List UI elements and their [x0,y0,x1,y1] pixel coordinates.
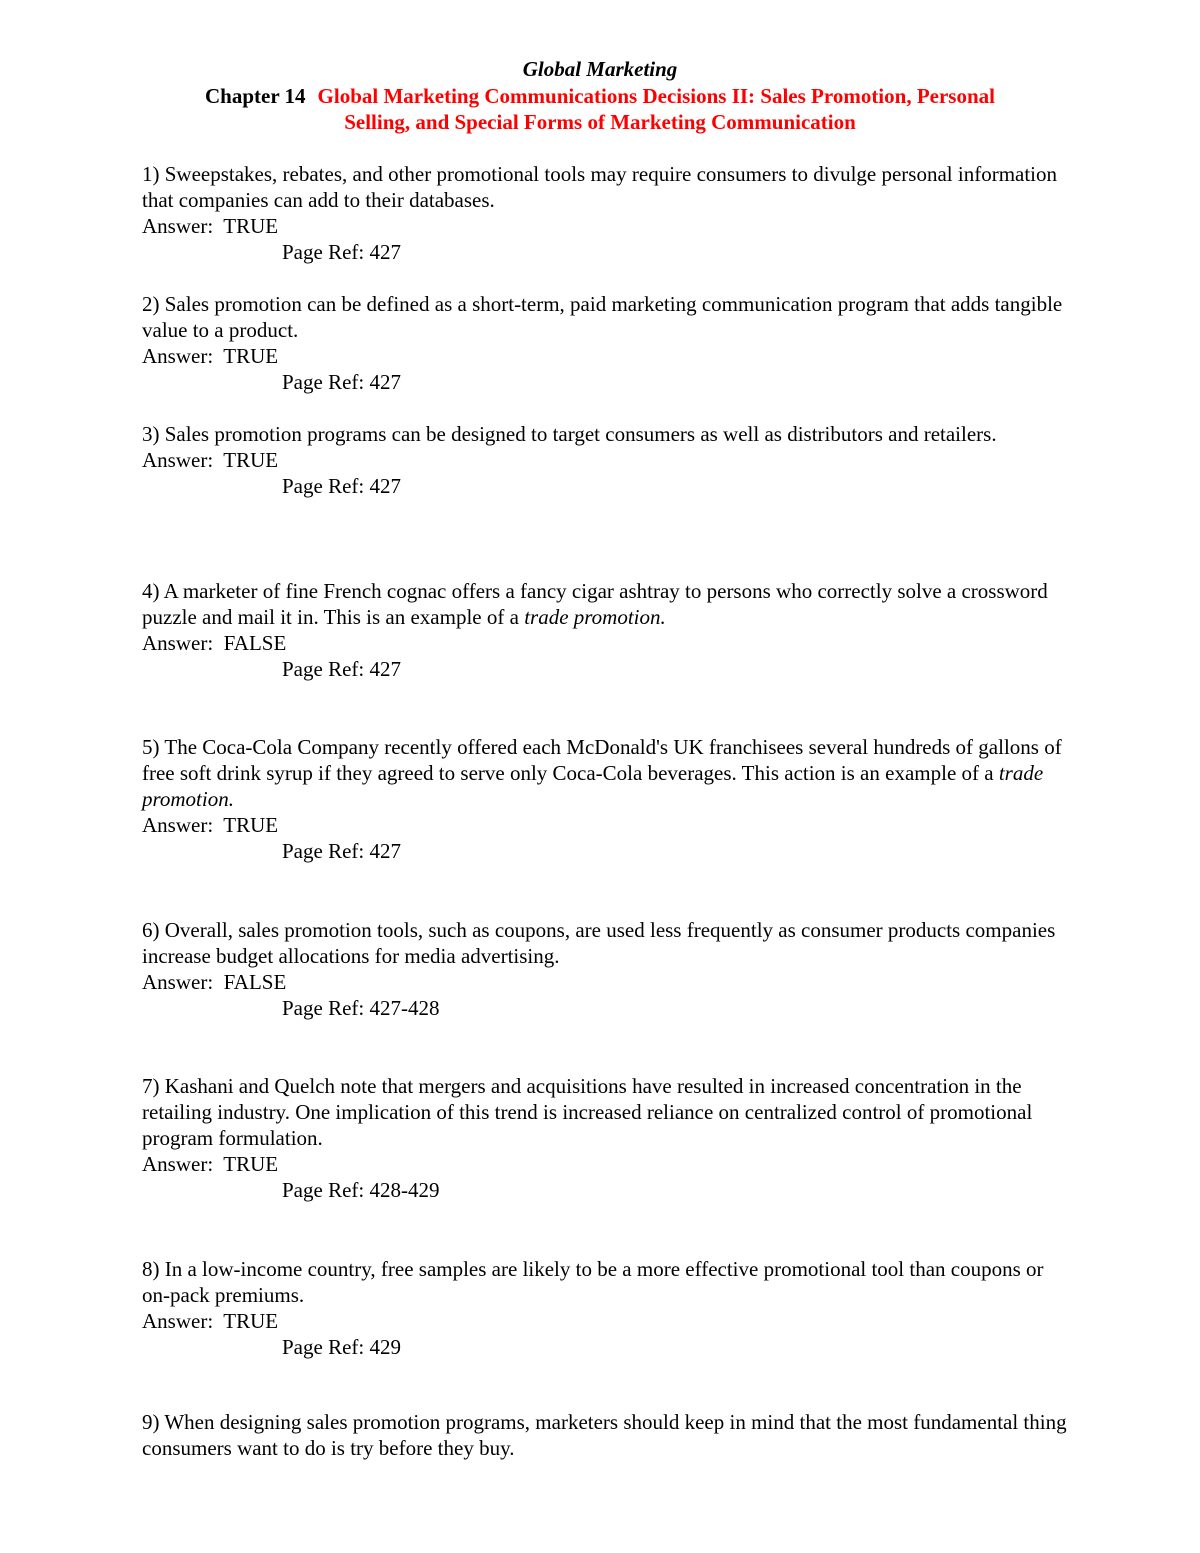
page-ref: Page Ref: 429 [282,1335,401,1359]
question-text: 9) When designing sales promotion programs, marketers should keep in mind that the most fundamental thing consumers want to do is try before they buy. [142,1410,1067,1460]
answer: Answer: FALSE [142,970,287,994]
page-ref: Page Ref: 428-429 [282,1178,440,1202]
answer: Answer: TRUE [142,1152,279,1176]
answer: Answer: TRUE [142,813,279,837]
question-4 [142,578,1072,682]
question-text: 2) Sales promotion can be defined as a short-term, paid marketing communication program that adds tangible value to a product. [142,292,1063,342]
question-text [142,734,1072,812]
question-text: 8) In a low-income country, free samples are likely to be a more effective promotional tool than coupons or on-pack premiums. [142,1257,1044,1307]
answer: Answer: TRUE [142,448,279,472]
question-1 [142,161,1072,265]
question-text: 3) Sales promotion programs can be designed to target consumers as well as distributors and retailers. [142,422,997,446]
question-text: 1) Sweepstakes, rebates, and other promotional tools may require consumers to divulge personal information that companies can add to their databases. [142,162,1058,212]
chapter-title-line2: Selling, and Special Forms of Marketing Communication [344,110,856,134]
answer: Answer: TRUE [142,344,279,368]
page-ref: Page Ref: 427 [282,370,401,394]
page-ref: Page Ref: 427 [282,839,401,863]
question-6 [142,917,1072,1021]
question-2 [142,291,1072,395]
question-8 [142,1256,1072,1360]
question-5 [142,734,1072,864]
question-7 [142,1073,1072,1203]
question-text: 6) Overall, sales promotion tools, such as coupons, are used less frequently as consumer products companies increase budget allocations for media advertising. [142,918,1056,968]
chapter-heading [0,82,1200,110]
question-text-italic: trade promotion. [524,605,666,629]
page-ref: Page Ref: 427-428 [282,996,440,1020]
chapter-label: Chapter 14 [205,84,306,108]
chapter-heading-continued [0,108,1200,136]
question-text: 7) Kashani and Quelch note that mergers and acquisitions have resulted in increased concentration in the retailing industry. One implication of this trend is increased reliance on centralized control of promotional program formulation. [142,1074,1033,1150]
question-text-italic: trade promotion. [142,761,1044,811]
document-title: Global Marketing [522,57,678,81]
answer: Answer: TRUE [142,214,279,238]
page-ref: Page Ref: 427 [282,474,401,498]
answer: Answer: FALSE [142,631,287,655]
chapter-title-line1: Global Marketing Communications Decisions II: Sales Promotion, Personal [317,84,995,108]
question-text [142,578,1072,630]
question-3 [142,421,1072,499]
question-9 [142,1409,1072,1461]
page-ref: Page Ref: 427 [282,657,401,681]
answer: Answer: TRUE [142,1309,279,1333]
page-ref: Page Ref: 427 [282,240,401,264]
question-text-main: 5) The Coca-Cola Company recently offered each McDonald's UK franchisees several hundreds of gallons of free soft drink syrup if they agreed to serve only Coca-Cola beverages. This action is an example of a [142,735,1062,785]
question-text-main: 4) A marketer of fine French cognac offers a fancy cigar ashtray to persons who correctly solve a crossword puzzle and mail it in. This is an example of a [142,579,1048,629]
